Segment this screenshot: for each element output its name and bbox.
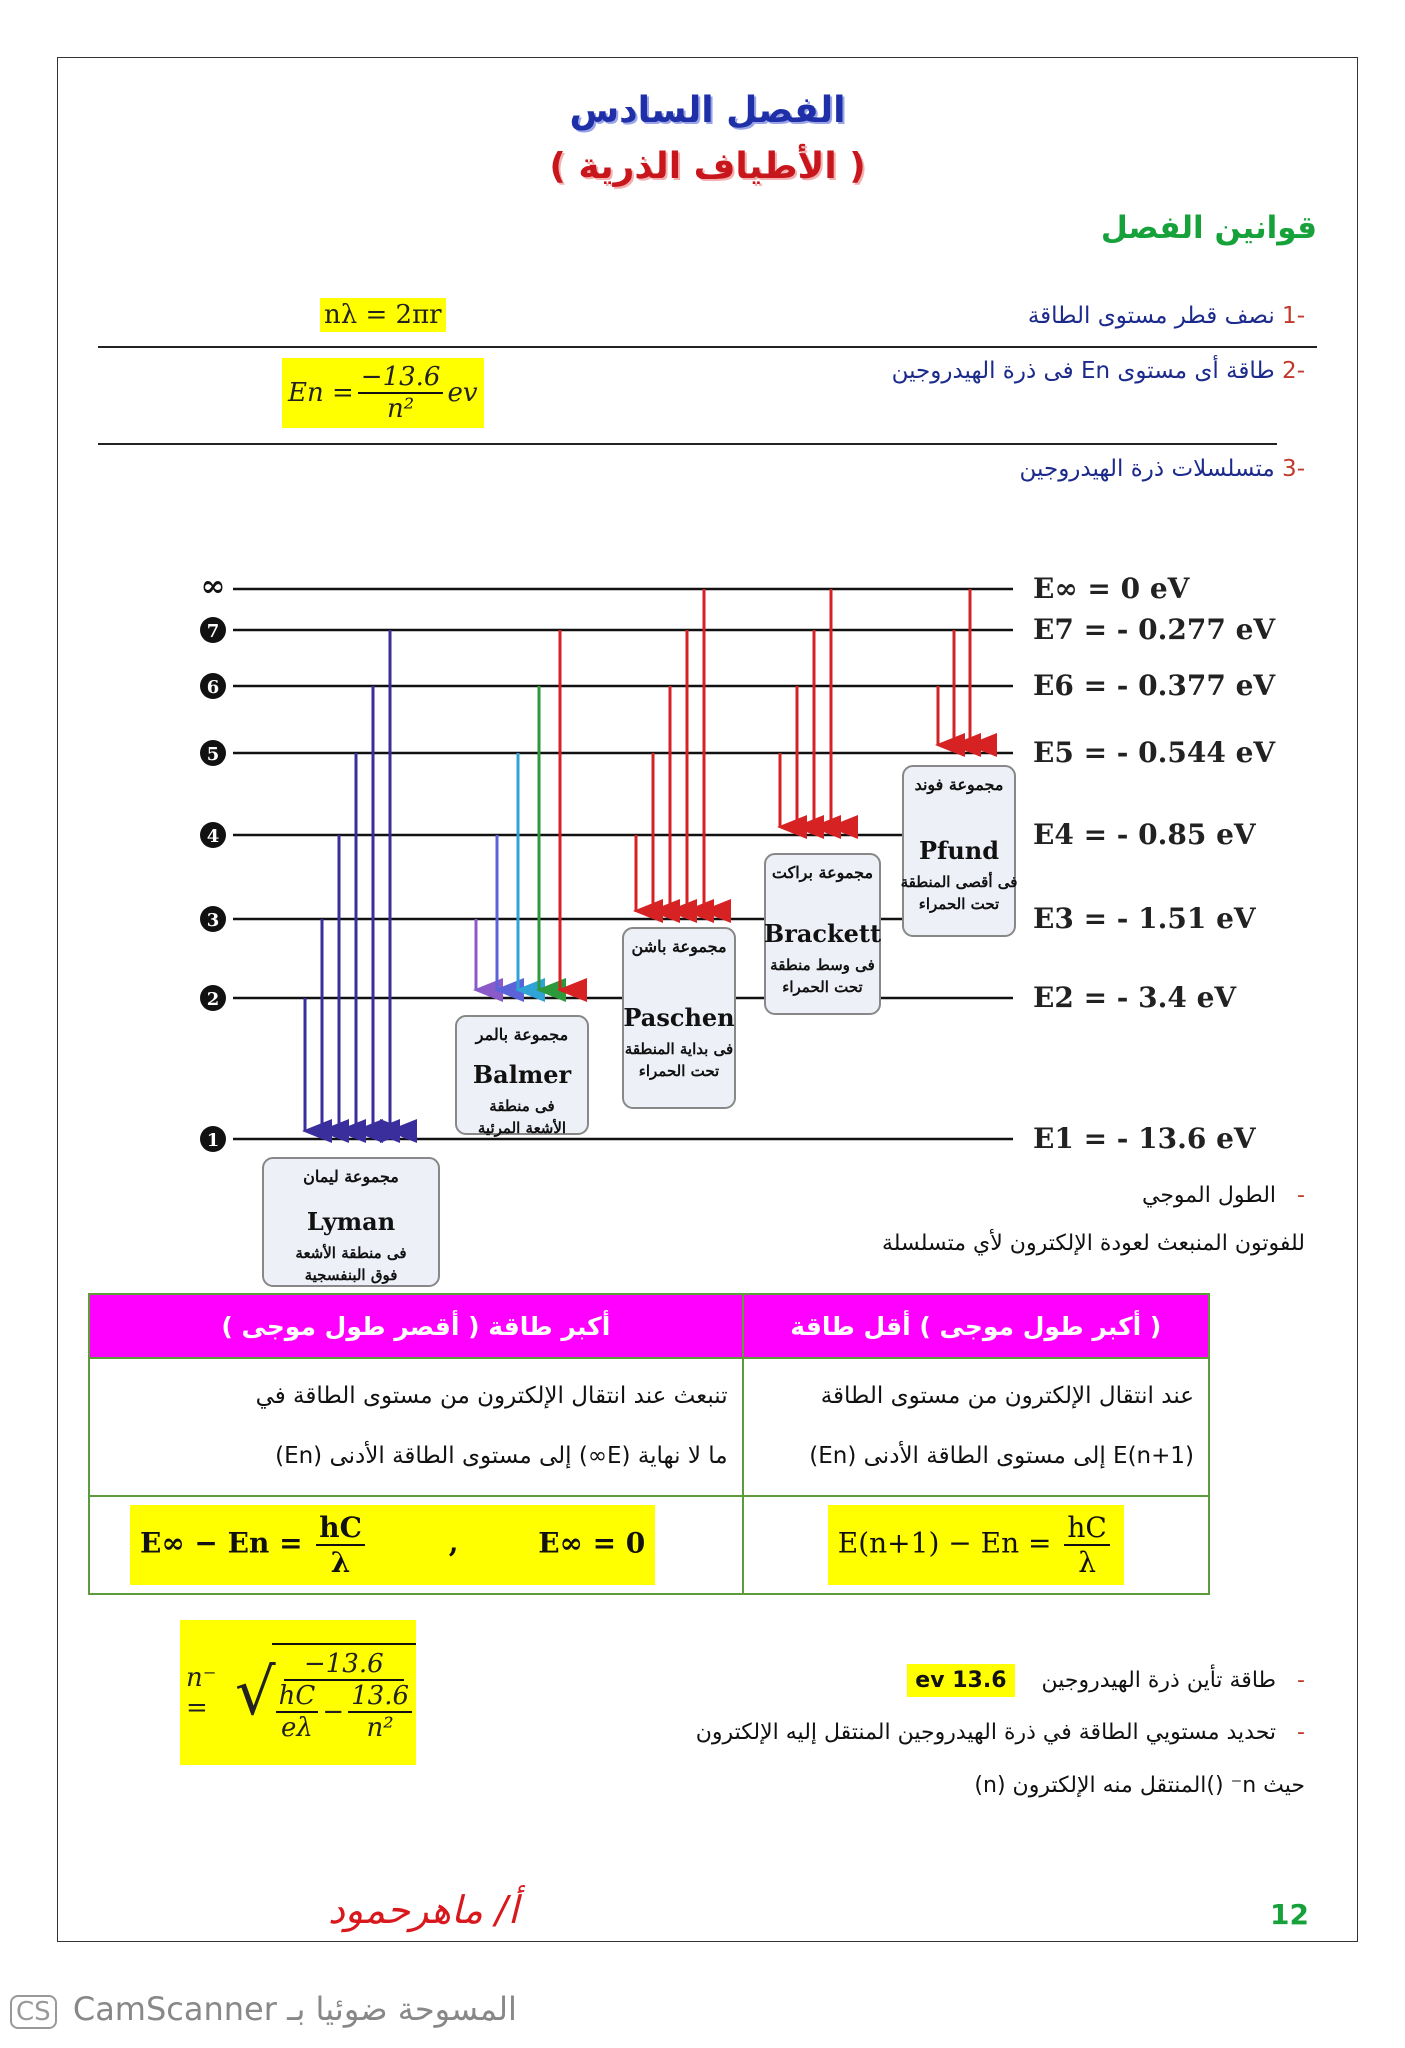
series-ar-bottom: تحت الحمراء xyxy=(918,895,1000,913)
law-1 xyxy=(1028,303,1305,329)
law-text: طاقة أى مستوى En فى ذرة الهيدروجين xyxy=(891,358,1275,384)
level-det-row xyxy=(696,1720,1305,1745)
level-number: 4 xyxy=(206,826,220,847)
series-name: Lyman xyxy=(306,1207,396,1236)
right-text-2: E(n+1) إلى مستوى الطاقة الأدنى (En) xyxy=(809,1442,1194,1469)
formula-unit: ev xyxy=(447,378,478,408)
divider xyxy=(98,443,1277,445)
law-2-formula xyxy=(282,358,484,428)
level-number: 6 xyxy=(206,677,220,698)
level-energy-label: E∞ = 0 eV xyxy=(1033,572,1190,605)
law-1-formula: nλ = 2πr xyxy=(320,298,446,332)
page-number: 12 xyxy=(1270,1898,1309,1931)
left-text-1: تنبعث عند انتقال الإلكترون من مستوى الطاقة في xyxy=(255,1383,728,1409)
law-2 xyxy=(892,358,1305,384)
series-ar-bottom: فى منطقة xyxy=(489,1097,555,1115)
ionization-row xyxy=(907,1668,1305,1693)
level-energy-label: E2 = - 3.4 eV xyxy=(1033,981,1237,1014)
left-formula xyxy=(130,1505,655,1585)
formula-denominator: n² xyxy=(387,394,415,424)
series-name: Brackett xyxy=(763,919,882,948)
level-det-text-2: حيث n⁻ ()المنتقل منه الإلكترون (n) xyxy=(974,1773,1305,1798)
laws-heading: قوانين الفصل xyxy=(1100,210,1317,246)
level-number: 7 xyxy=(206,621,220,642)
series-ar-bottom: فى منطقة الأشعة xyxy=(295,1244,407,1262)
law-number: -1 xyxy=(1282,303,1305,329)
series-name: Paschen xyxy=(623,1003,735,1032)
right-formula xyxy=(828,1505,1124,1585)
divider xyxy=(98,346,1317,348)
wavelength-subtitle: للفوتون المنبعث لعودة الإلكترون لأي متسلسلة xyxy=(882,1231,1305,1256)
a-numerator: hC xyxy=(276,1681,319,1713)
series-ar-top: مجموعة فوند xyxy=(914,775,1004,794)
wavelength-title: الطول الموجي xyxy=(1142,1183,1277,1208)
level-number: ∞ xyxy=(200,569,226,604)
formula-lhs: n⁻ = xyxy=(186,1662,217,1723)
level-energy-label: E5 = - 0.544 eV xyxy=(1033,736,1276,769)
ionization-text: طاقة تأين ذرة الهيدروجين xyxy=(1041,1668,1277,1693)
header-longest-wavelength: ( أكبر طول موجى ) أقل طاقة xyxy=(743,1294,1209,1358)
law-number: -2 xyxy=(1282,358,1305,384)
level-det-formula xyxy=(180,1620,416,1765)
chapter-subtitle: ( الأطياف الذرية ) xyxy=(549,146,866,187)
level-energy-label: E6 = - 0.377 eV xyxy=(1033,669,1276,702)
formula-extra: E∞ = 0 xyxy=(538,1526,646,1560)
header-shortest-wavelength: أكبر طاقة ( أقصر طول موجى ) xyxy=(89,1294,743,1358)
bullet-dash: - xyxy=(1297,1183,1305,1208)
series-ar-bottom: تحت الحمراء xyxy=(782,978,863,996)
sqrt-symbol: √ xyxy=(234,1655,276,1730)
series-ar-top: مجموعة ليمان xyxy=(303,1167,399,1186)
a-denominator: eλ xyxy=(281,1712,313,1743)
sqrt-body xyxy=(272,1643,416,1743)
law-3 xyxy=(1020,456,1305,482)
formula-numerator: −13.6 xyxy=(358,362,444,394)
series-ar-top: مجموعة باشن xyxy=(631,937,727,956)
series-ar-top: مجموعة براكت xyxy=(771,863,874,882)
formula-lhs: E(n+1) − En = xyxy=(837,1526,1052,1560)
scanner-text: المسوحة ضوئيا بـ CamScanner xyxy=(72,1990,517,2028)
level-number: 5 xyxy=(206,744,220,765)
level-number: 3 xyxy=(206,910,220,931)
formula-lhs: En = xyxy=(288,378,354,408)
formula-numerator: hC xyxy=(316,1511,365,1546)
series-name: Balmer xyxy=(472,1060,572,1089)
level-number: 2 xyxy=(206,989,220,1010)
formula-numerator: −13.6 xyxy=(284,1649,404,1681)
right-text-1: عند انتقال الإلكترون من مستوى الطاقة xyxy=(820,1383,1194,1409)
series-ar-bottom: تحت الحمراء xyxy=(638,1062,720,1080)
b-denominator: n² xyxy=(366,1712,394,1743)
wavelength-title-row xyxy=(1142,1183,1305,1208)
chapter-title: الفصل السادس xyxy=(569,90,846,131)
document-page xyxy=(57,57,1358,1942)
series-ar-bottom: فى بداية المنطقة xyxy=(624,1040,734,1058)
formula-separator: , xyxy=(448,1526,459,1560)
level-energy-label: E3 = - 1.51 eV xyxy=(1033,902,1256,935)
formula-numerator: hC xyxy=(1064,1511,1109,1546)
series-name: Pfund xyxy=(918,836,1000,865)
level-energy-label: E7 = - 0.277 eV xyxy=(1033,613,1276,646)
left-text-2: ما لا نهاية (E∞) إلى مستوى الطاقة الأدنى (En) xyxy=(275,1442,728,1469)
scanner-watermark xyxy=(10,1990,517,2029)
formula-denominator: λ xyxy=(330,1545,351,1579)
author-signature: أ/ ماهرحمود xyxy=(328,1888,519,1932)
level-number: 1 xyxy=(206,1130,220,1151)
formula-denominator: λ xyxy=(1078,1545,1096,1579)
formula-lhs: E∞ − En = xyxy=(140,1526,303,1560)
law-text: نصف قطر مستوى الطاقة xyxy=(1027,303,1275,329)
level-energy-label: E4 = - 0.85 eV xyxy=(1033,818,1256,851)
minus-sign: − xyxy=(322,1696,345,1727)
b-numerator: 13.6 xyxy=(348,1681,412,1713)
level-det-text: تحديد مستويي الطاقة في ذرة الهيدروجين المنتقل إليه الإلكترون xyxy=(695,1720,1277,1745)
bullet-dash: - xyxy=(1297,1720,1305,1745)
ionization-value: 13.6 ev xyxy=(907,1664,1014,1697)
law-text: متسلسلات ذرة الهيدروجين xyxy=(1019,456,1275,482)
series-ar-bottom: فوق البنفسجية xyxy=(304,1266,398,1284)
series-ar-bottom: فى أقصى المنطقة xyxy=(900,873,1018,891)
bullet-dash: - xyxy=(1297,1668,1305,1693)
series-ar-top: مجموعة بالمر xyxy=(475,1025,569,1044)
law-number: -3 xyxy=(1282,456,1305,482)
level-energy-label: E1 = - 13.6 eV xyxy=(1033,1122,1256,1155)
series-ar-bottom: فى وسط منطقة xyxy=(770,956,875,974)
series-ar-bottom: الأشعة المرئية xyxy=(477,1119,567,1137)
comparison-table xyxy=(88,1293,1210,1595)
camscanner-logo-icon: CS xyxy=(10,1995,57,2029)
